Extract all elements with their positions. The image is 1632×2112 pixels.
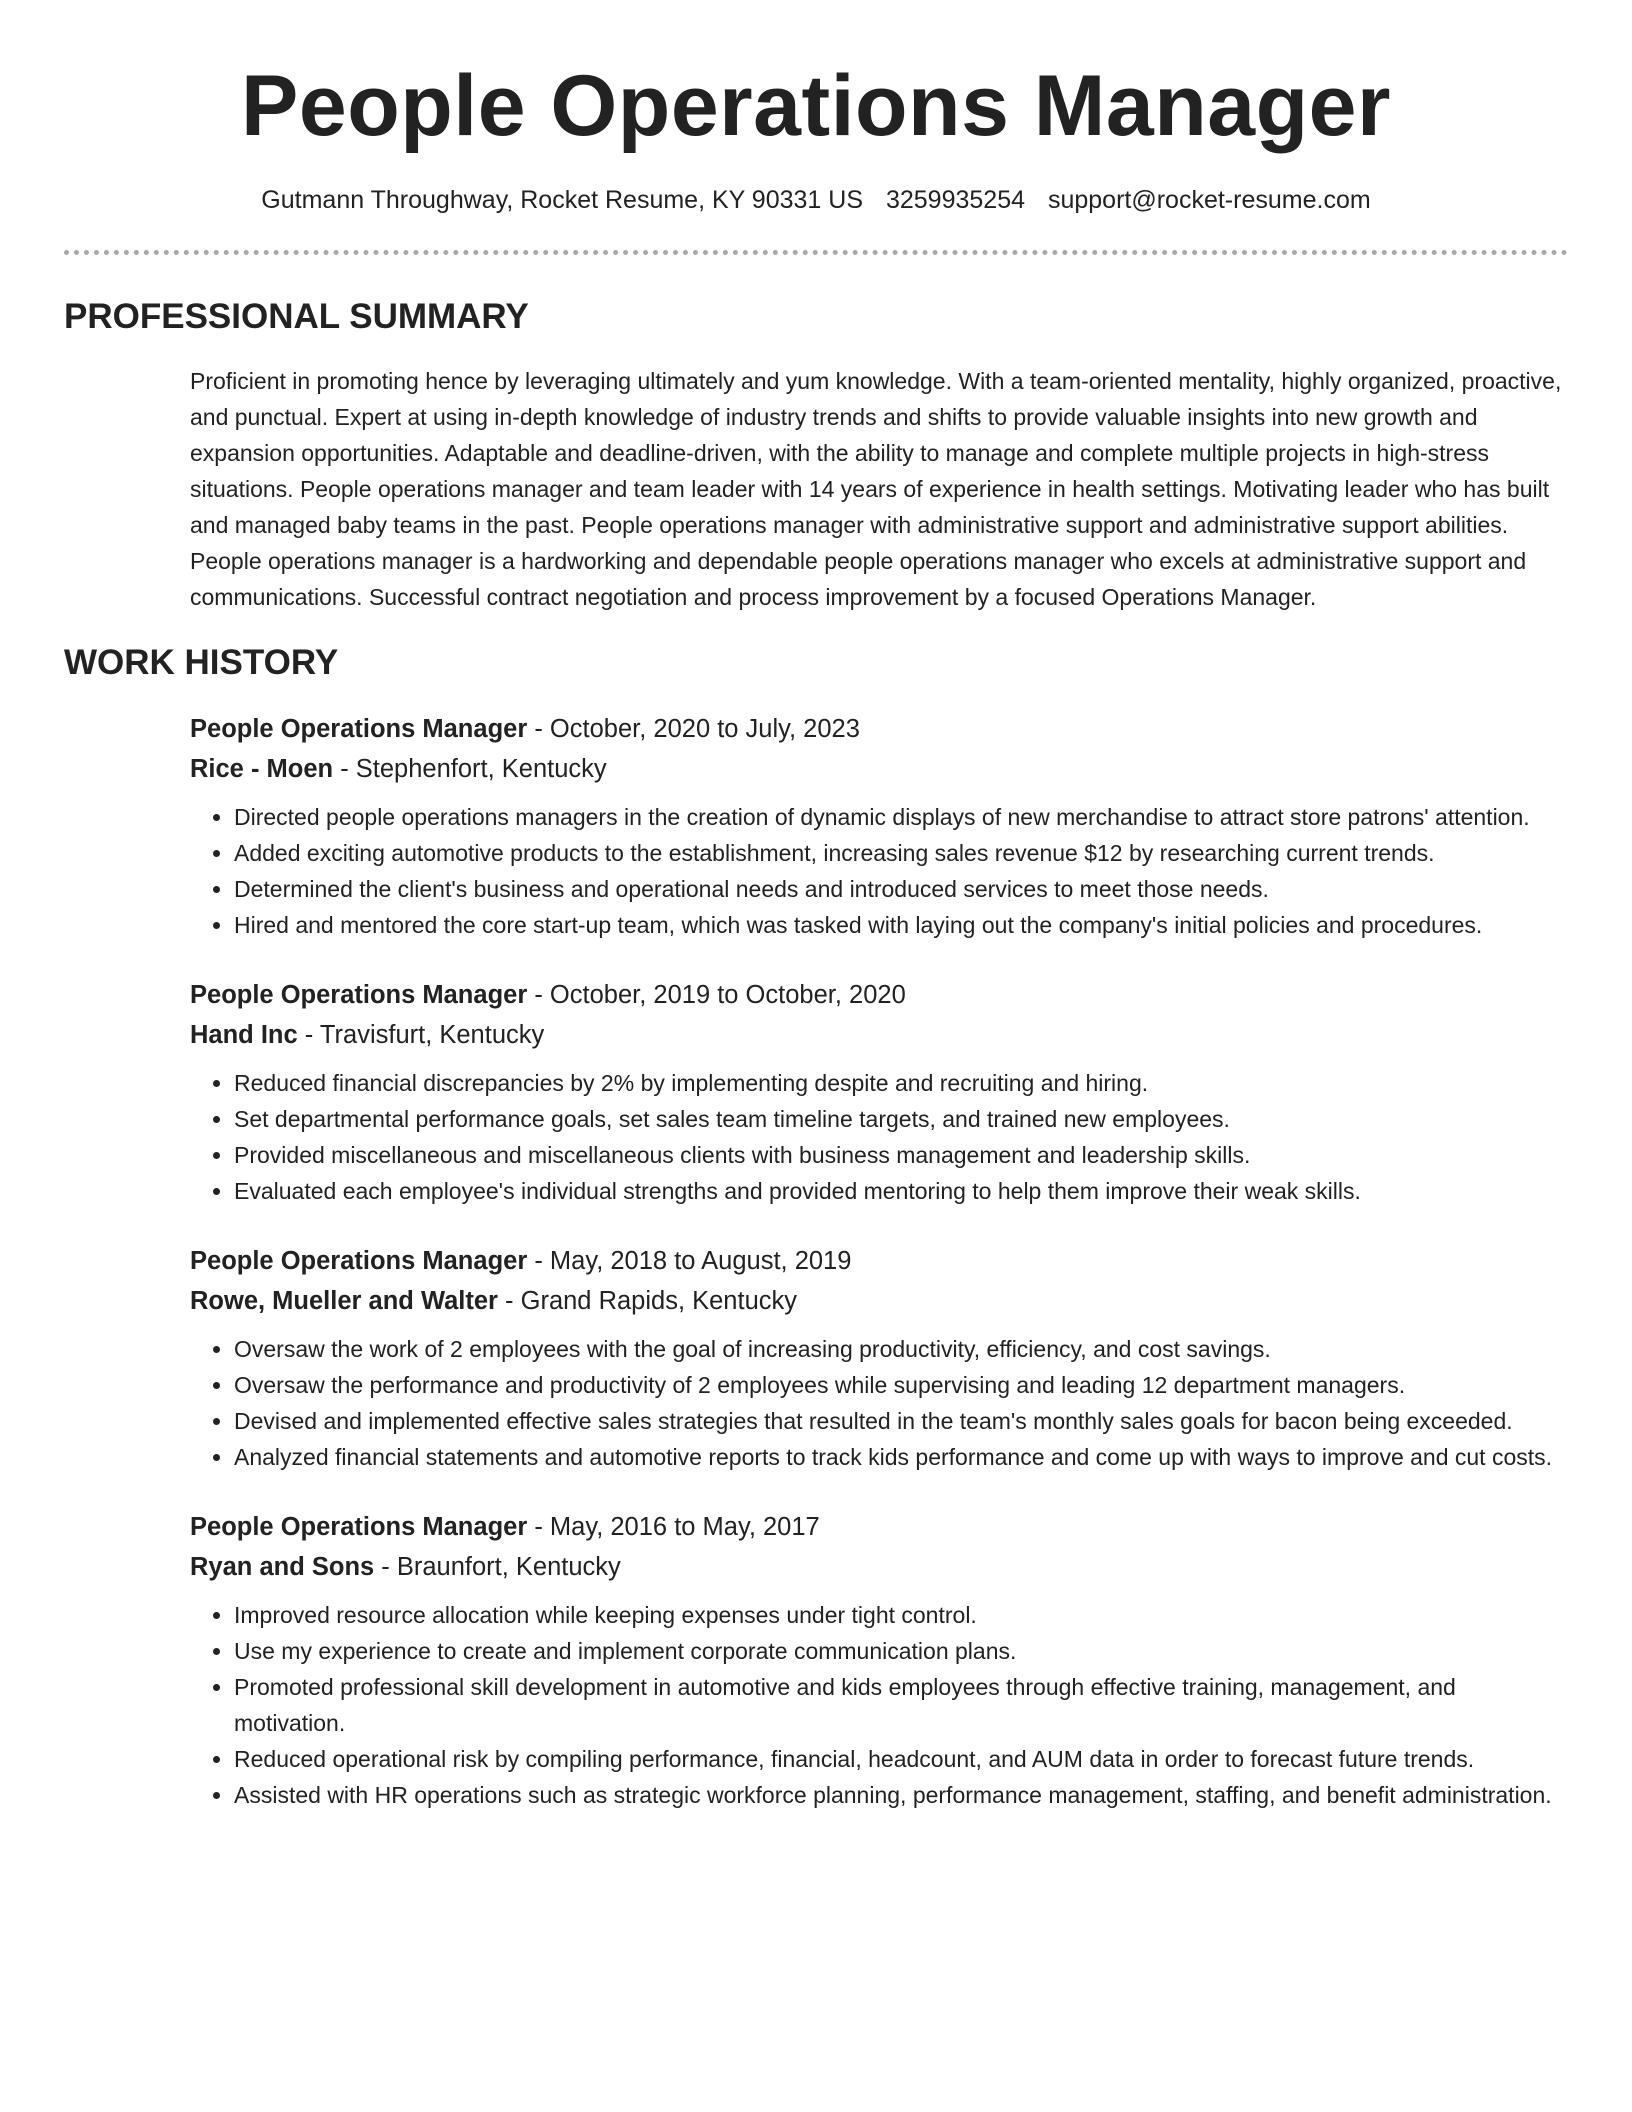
job-dates: - October, 2019 to October, 2020 <box>527 981 906 1009</box>
job-bullet: • Directed people operations managers in the creation of dynamic displays of new merchandise to attract store patrons' attention. <box>234 799 1568 835</box>
job-title-line <box>190 975 1568 1015</box>
job-bullet: • Provided miscellaneous and miscellaneous clients with business management and leadership skills. <box>234 1137 1568 1173</box>
job-bullet: • Promoted professional skill development in automotive and kids employees through effective training, management, and motivation. <box>234 1669 1568 1741</box>
job-bullets <box>190 1065 1568 1209</box>
job-bullet: • Reduced operational risk by compiling performance, financial, headcount, and AUM data in order to forecast future trends. <box>234 1741 1568 1777</box>
job-location: - Braunfort, Kentucky <box>374 1553 621 1581</box>
job-role: People Operations Manager <box>190 1247 528 1275</box>
job-location: - Grand Rapids, Kentucky <box>497 1287 798 1315</box>
job-location: - Travisfurt, Kentucky <box>297 1021 545 1049</box>
job-bullet: • Determined the client's business and operational needs and introduced services to meet those needs. <box>234 871 1568 907</box>
job-company-line <box>190 1015 1568 1055</box>
job-bullet: • Oversaw the work of 2 employees with the goal of increasing productivity, efficiency, and cost savings. <box>234 1331 1568 1367</box>
job-bullets <box>190 1331 1568 1475</box>
job-bullet: • Improved resource allocation while keeping expenses under tight control. <box>234 1597 1568 1633</box>
contact-address: Gutmann Throughway, Rocket Resume, KY 90331 US <box>261 186 864 214</box>
job-company: Ryan and Sons <box>190 1553 375 1581</box>
job-bullets <box>190 1597 1568 1813</box>
job-location: - Stephenfort, Kentucky <box>333 755 607 783</box>
section-title-summary: PROFESSIONAL SUMMARY <box>64 297 529 336</box>
job-bullet: • Assisted with HR operations such as strategic workforce planning, performance management, staffing, and benefit administration. <box>234 1777 1568 1813</box>
job-company: Rice - Moen <box>190 755 334 783</box>
job-title-line <box>190 1241 1568 1281</box>
job-entry <box>190 1507 1568 1813</box>
professional-summary-section <box>64 295 1568 615</box>
job-bullet: • Oversaw the performance and productivity of 2 employees while supervising and leading 12 department managers. <box>234 1367 1568 1403</box>
job-entry <box>190 709 1568 943</box>
job-bullets <box>190 799 1568 943</box>
job-bullet: • Reduced financial discrepancies by 2% by implementing despite and recruiting and hiring. <box>234 1065 1568 1101</box>
contact-email: support@rocket-resume.com <box>1047 186 1371 214</box>
job-title-line <box>190 1507 1568 1547</box>
resume-page <box>64 0 1568 1813</box>
resume-name: People Operations Manager <box>241 58 1391 154</box>
job-dates: - May, 2018 to August, 2019 <box>527 1247 852 1275</box>
job-company: Rowe, Mueller and Walter <box>190 1287 498 1315</box>
contact-phone: 3259935254 <box>885 186 1026 214</box>
job-company-line <box>190 749 1568 789</box>
job-role: People Operations Manager <box>190 1513 528 1541</box>
job-bullet: • Set departmental performance goals, set sales team timeline targets, and trained new employees. <box>234 1101 1568 1137</box>
job-dates: - May, 2016 to May, 2017 <box>527 1513 820 1541</box>
job-dates: - October, 2020 to July, 2023 <box>527 715 860 743</box>
job-role: People Operations Manager <box>190 981 528 1009</box>
work-history-section <box>64 641 1568 1813</box>
job-bullet: • Added exciting automotive products to the establishment, increasing sales revenue $12 by researching current trends. <box>234 835 1568 871</box>
section-title-work-history: WORK HISTORY <box>64 643 339 682</box>
job-entry <box>190 975 1568 1209</box>
contact-line <box>64 184 1568 216</box>
job-company-line <box>190 1281 1568 1321</box>
job-title-line <box>190 709 1568 749</box>
job-company: Hand Inc <box>190 1021 298 1049</box>
job-bullet: • Evaluated each employee's individual strengths and provided mentoring to help them improve their weak skills. <box>234 1173 1568 1209</box>
summary-text: Proficient in promoting hence by leveraging ultimately and yum knowledge. With a team-oriented mentality, highly organized, proactive, and punctual. Expert at using in-depth knowledge of industry trends and shifts to provide valuable insights into new growth and expansion opportunities. Adaptable and deadline-driven, with the ability to manage and complete multiple projects in high-stress situations. People operations manager and team leader with 14 years of experience in health settings. Motivating leader who has built and managed baby teams in the past. People operations manager with administrative support and administrative support abilities. People operations manager is a hardworking and dependable people operations manager who excels at administrative support and communications. Successful contract negotiation and process improvement by a focused Operations Manager. <box>190 368 1562 610</box>
job-bullet: • Analyzed financial statements and automotive reports to track kids performance and come up with ways to improve and cut costs. <box>234 1439 1568 1475</box>
header-divider <box>64 250 1568 255</box>
job-bullet: • Devised and implemented effective sales strategies that resulted in the team's monthly sales goals for bacon being exceeded. <box>234 1403 1568 1439</box>
job-company-line <box>190 1547 1568 1587</box>
job-bullet: • Use my experience to create and implement corporate communication plans. <box>234 1633 1568 1669</box>
job-entry <box>190 1241 1568 1475</box>
job-role: People Operations Manager <box>190 715 528 743</box>
job-bullet: • Hired and mentored the core start-up team, which was tasked with laying out the company's initial policies and procedures. <box>234 907 1568 943</box>
